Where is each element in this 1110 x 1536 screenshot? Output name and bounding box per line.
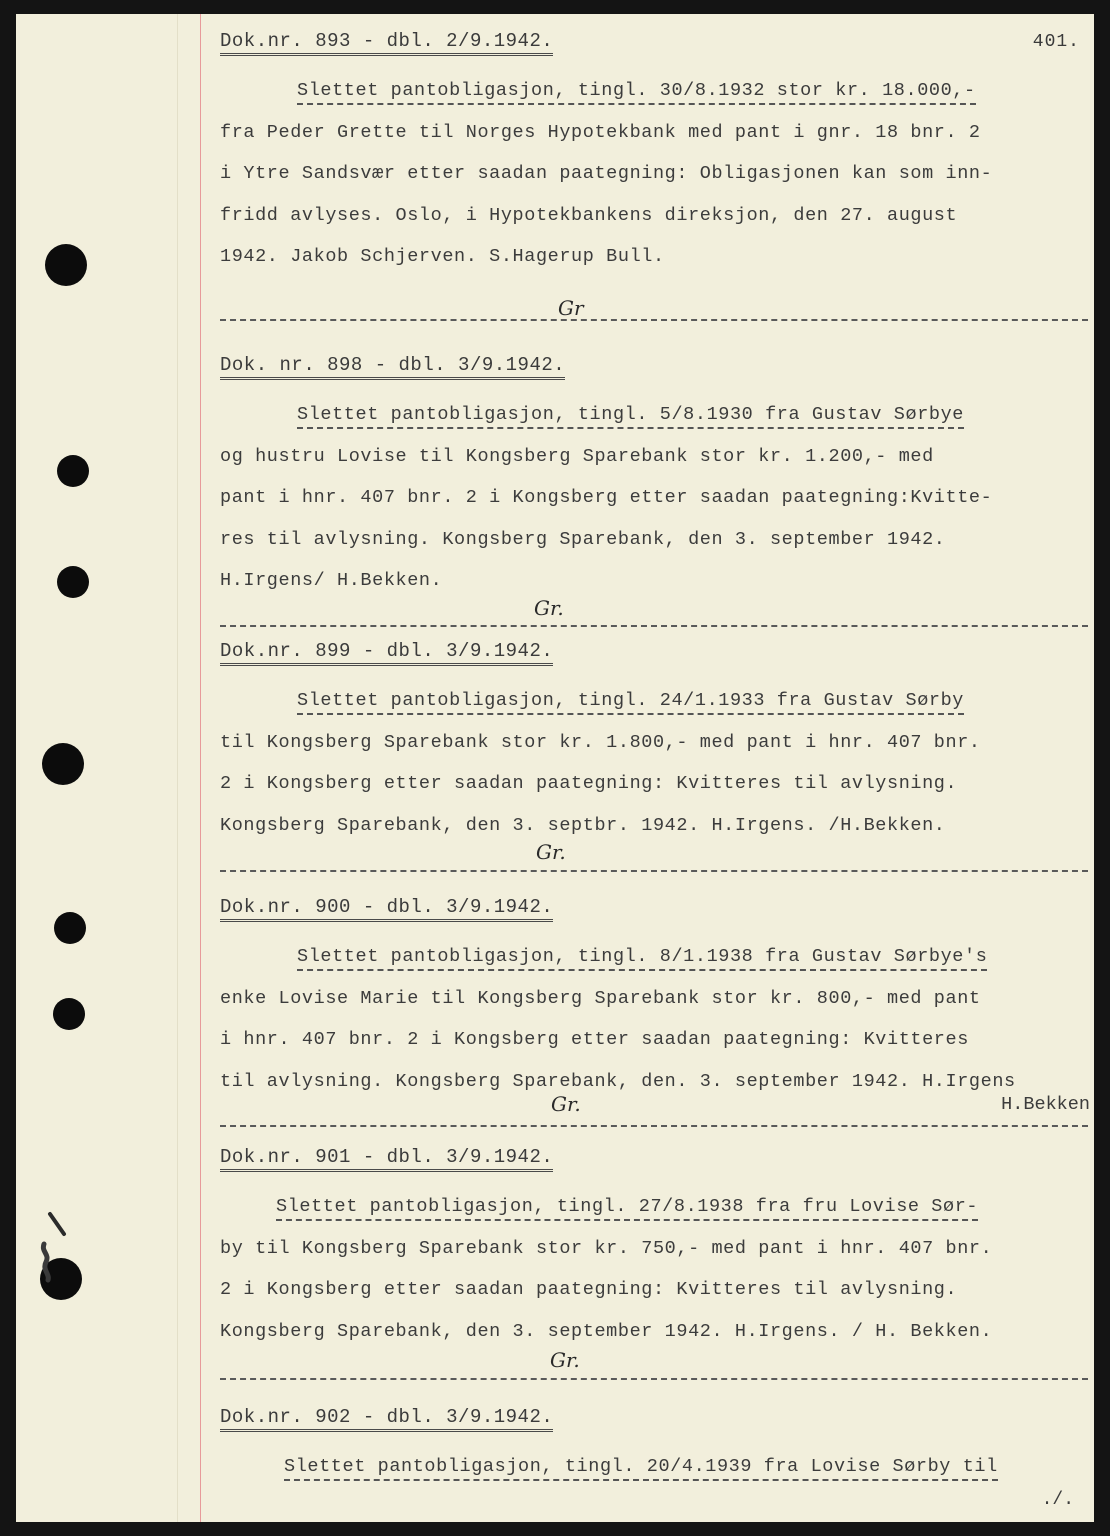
entry-898 bbox=[220, 354, 1090, 602]
handwritten-initials: Gr. bbox=[550, 1348, 580, 1372]
punch-hole-icon bbox=[42, 743, 84, 785]
continuation-mark: ./. bbox=[1041, 1490, 1074, 1510]
entry-line: 1942. Jakob Schjerven. S.Hagerup Bull. bbox=[220, 246, 665, 267]
entry-900 bbox=[220, 896, 1090, 1102]
entry-line: i Ytre Sandsvær etter saadan paategning: Obligasjonen kan som inn- bbox=[220, 163, 993, 184]
entry-902 bbox=[220, 1406, 1090, 1488]
entry-901 bbox=[220, 1146, 1090, 1352]
dashed-separator bbox=[220, 1125, 1088, 1127]
red-margin-line bbox=[200, 14, 201, 1522]
entry-line bbox=[220, 1446, 1090, 1488]
entry-line: 2 i Kongsberg etter saadan paategning: Kvitteres til avlysning. bbox=[220, 1279, 958, 1300]
entry-line bbox=[220, 680, 1090, 722]
entry-line: og hustru Lovise til Kongsberg Sparebank stor kr. 1.200,- med bbox=[220, 445, 934, 467]
entry-line: by til Kongsberg Sparebank stor kr. 750,- med pant i hnr. 407 bnr. bbox=[220, 1237, 993, 1259]
entry-line-text: Slettet pantobligasjon, tingl. 24/1.1933 fra Gustav Sørby bbox=[297, 690, 964, 715]
entry-body bbox=[220, 1186, 1090, 1352]
punch-hole-icon bbox=[57, 566, 89, 598]
entry-body bbox=[220, 936, 1090, 1102]
entry-line: fra Peder Grette til Norges Hypotekbank med pant i gnr. 18 bnr. 2 bbox=[220, 121, 981, 143]
entry-line-text: Slettet pantobligasjon, tingl. 20/4.1939 fra Lovise Sørby til bbox=[284, 1456, 998, 1481]
entry-line: 2 i Kongsberg etter saadan paategning: Kvitteres til avlysning. bbox=[220, 773, 958, 794]
dashed-separator bbox=[220, 1378, 1088, 1380]
entry-body bbox=[220, 680, 1090, 846]
entry-line: i hnr. 407 bnr. 2 i Kongsberg etter saadan paategning: Kvitteres bbox=[220, 1029, 969, 1050]
entry-title: Dok. nr. 898 - dbl. 3/9.1942. bbox=[220, 354, 565, 380]
handwritten-initials: Gr. bbox=[534, 596, 564, 620]
fold-line bbox=[177, 14, 178, 1522]
entry-line: til avlysning. Kongsberg Sparebank, den. 3. september 1942. H.Irgens bbox=[220, 1070, 1016, 1092]
entry-title: Dok.nr. 900 - dbl. 3/9.1942. bbox=[220, 896, 553, 922]
entry-line: res til avlysning. Kongsberg Sparebank, den 3. september 1942. bbox=[220, 528, 946, 550]
dashed-separator bbox=[220, 870, 1088, 872]
entry-line: Kongsberg Sparebank, den 3. september 1942. H.Irgens. / H. Bekken. bbox=[220, 1320, 993, 1342]
punch-hole-icon bbox=[45, 244, 87, 286]
entry-899 bbox=[220, 640, 1090, 846]
entry-body bbox=[220, 1446, 1090, 1488]
document-page bbox=[16, 14, 1094, 1522]
entry-title: Dok.nr. 902 - dbl. 3/9.1942. bbox=[220, 1406, 553, 1432]
entry-line bbox=[220, 936, 1090, 978]
entry-893 bbox=[220, 30, 1090, 278]
entry-line-text: Slettet pantobligasjon, tingl. 27/8.1938 fra fru Lovise Sør- bbox=[276, 1196, 978, 1221]
entry-line: H.Irgens/ H.Bekken. bbox=[220, 570, 443, 591]
page-number: 401. bbox=[1032, 32, 1080, 52]
handwritten-initials: Gr bbox=[558, 296, 584, 320]
entry-line bbox=[220, 394, 1090, 436]
entry-title: Dok.nr. 899 - dbl. 3/9.1942. bbox=[220, 640, 553, 666]
dashed-separator bbox=[220, 319, 1088, 321]
entry-line: Kongsberg Sparebank, den 3. septbr. 1942. H.Irgens. /H.Bekken. bbox=[220, 814, 946, 836]
signature-continuation: H.Bekken bbox=[1001, 1094, 1090, 1115]
entry-line-text: Slettet pantobligasjon, tingl. 30/8.1932 stor kr. 18.000,- bbox=[297, 80, 976, 105]
entry-line: enke Lovise Marie til Kongsberg Sparebank stor kr. 800,- med pant bbox=[220, 987, 981, 1009]
entry-line-text: Slettet pantobligasjon, tingl. 5/8.1930 fra Gustav Sørbye bbox=[297, 404, 964, 429]
entry-title: Dok.nr. 893 - dbl. 2/9.1942. bbox=[220, 30, 553, 56]
entry-line: til Kongsberg Sparebank stor kr. 1.800,- med pant i hnr. 407 bnr. bbox=[220, 731, 981, 753]
entry-line-text: Slettet pantobligasjon, tingl. 8/1.1938 fra Gustav Sørbye's bbox=[297, 946, 987, 971]
entry-line: pant i hnr. 407 bnr. 2 i Kongsberg etter saadan paategning:Kvitte- bbox=[220, 487, 993, 508]
entry-line bbox=[220, 70, 1090, 112]
entry-title: Dok.nr. 901 - dbl. 3/9.1942. bbox=[220, 1146, 553, 1172]
punch-hole-icon bbox=[57, 455, 89, 487]
handwritten-margin-mark-icon bbox=[38, 1194, 68, 1284]
punch-hole-icon bbox=[53, 998, 85, 1030]
entry-body bbox=[220, 394, 1090, 602]
dashed-separator bbox=[220, 625, 1088, 627]
entry-line: fridd avlyses. Oslo, i Hypotekbankens direksjon, den 27. august bbox=[220, 204, 958, 226]
punch-hole-icon bbox=[54, 912, 86, 944]
entry-body bbox=[220, 70, 1090, 278]
handwritten-initials: Gr. bbox=[536, 840, 566, 864]
entry-line bbox=[220, 1186, 1090, 1228]
handwritten-initials: Gr. bbox=[551, 1092, 581, 1116]
